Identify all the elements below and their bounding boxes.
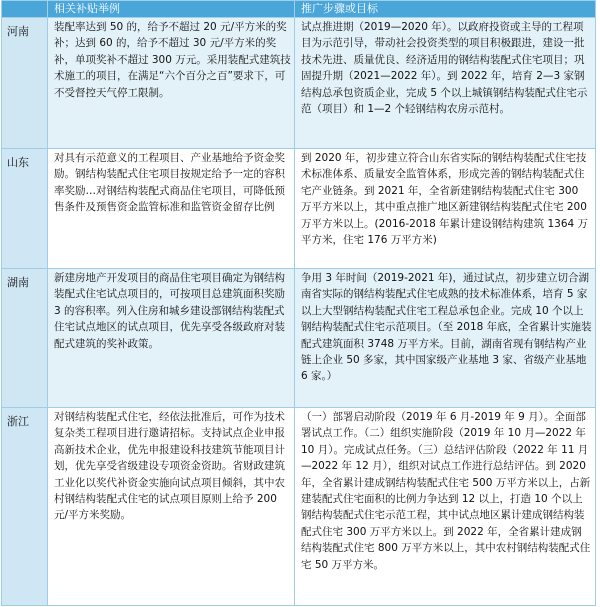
header-subsidy: 相关补贴举例 <box>48 1 295 18</box>
subsidy-cell: 对具有示范意义的工程项目、产业基地给予资金奖励。钢结构装配式住宅项目按规定给予一定的容积率奖励…对钢结构装配式商品住宅项目，可降低预售条件及预售资金监管标准和监管资金留存比例 <box>48 149 295 269</box>
subsidy-cell: 对钢结构装配式住宅，经依法批准后，可作为技术复杂类工程项目进行邀请招标。支持试点企业申报高新技术企业，优先申报建设科技建筑节能项目计划，优先享受省级建设专项资金资助。省财政建筑工业化以奖代补资金实施向试点项目倾斜，其中农村钢结构装配式住宅的试点项目原则上给予 200 元/平方米奖励。 <box>48 408 295 606</box>
table-row-shandong <box>2 149 596 269</box>
subsidy-cell: 新建房地产开发项目的商品住宅项目确定为钢结构装配式住宅试点项目的，可按项目总建筑面积奖励 3 的容积率。列入住房和城乡建设部钢结构装配式住宅试点地区的试点项目，优先享受各级政府对装配式建筑的奖补政策。 <box>48 269 295 408</box>
goals-cell: 到 2020 年，初步建立符合山东省实际的钢结构装配式住宅技术标准体系、质量安全监管体系，形成完善的钢结构装配式住宅产业链条。到 2021 年，全省新建钢结构装配式住宅 300 万平方米以上，其中重点推广地区新建钢结构装配式住宅 200 万平方米以上。(2016-2018 年累计建设钢结构建筑 1364 万平方米，住宅 176 万平方米) <box>295 149 596 269</box>
goals-cell: （一）部署启动阶段（2019 年 6 月-2019 年 9 月）。全面部署试点工作。（二）组织实施阶段（2019 年 10 月—2022 年 10 月）。完成试点任务。（三）总结评估阶段（2022 年 11 月—2022 年 12 月），组织对试点工作进行总结评估。到 2020 年，全省累计建成钢结构装配式住宅 500 万平方米以上，占新建装配式住宅面积的比例力争达到 12 以上，打造 10 个以上钢结构装配式住宅示范工程，其中试点地区累计建成钢结构装配式住宅 300 万平方米以上。到 2022 年，全省累计建成钢结构装配式住宅 800 万平方米以上，其中农村钢结构装配式住宅 50 万平方米。 <box>295 408 596 606</box>
province-cell: 河南 <box>2 18 48 149</box>
table-row-henan <box>2 18 596 149</box>
province-cell: 湖南 <box>2 269 48 408</box>
province-cell: 浙江 <box>2 408 48 606</box>
subsidy-cell: 装配率达到 50 的，给予不超过 20 元/平方米的奖补；达到 60 的，给予不超过 30 元/平方米的奖补，单项奖补不超过 300 万元。采用装配式建筑技术施工的项目，在满足“六个百分之百”要求下，可不受督控天气停工限制。 <box>48 18 295 149</box>
header-province <box>2 1 48 18</box>
goals-cell: 争用 3 年时间（2019-2021 年)，通过试点，初步建立切合湖南省实际的钢结构装配式住宅成熟的技术标准体系，培育 5 家以上大型钢结构装配式住宅工程总承包企业。完成 10 个以上钢结构装配式住宅示范项目。（至 2018 年底，全省累计实施装配式建筑面积 3748 万平方米。目前，湖南省现有钢结构产业链上企业 50 多家，其中国家级产业基地 3 家、省级产业基地 6 家。） <box>295 269 596 408</box>
header-goals: 推广步骤或目标 <box>295 1 596 18</box>
policy-table <box>1 0 596 606</box>
header-row <box>2 1 596 18</box>
province-cell: 山东 <box>2 149 48 269</box>
table-row-zhejiang <box>2 408 596 606</box>
table-row-hunan <box>2 269 596 408</box>
goals-cell: 试点推进期（2019—2020 年）。以政府投资或主导的工程项目为示范引导，带动社会投资类型的项目积极跟进，建设一批技术先进、质量优良、经济适用的钢结构装配式住宅项目；巩固提升期（2021—2022 年）。到 2022 年，培育 2—3 家钢结构总承包资质企业，完成 5 个以上城镇钢结构装配式住宅示范（项目）和 1—2 个轻钢结构农房示范村。 <box>295 18 596 149</box>
